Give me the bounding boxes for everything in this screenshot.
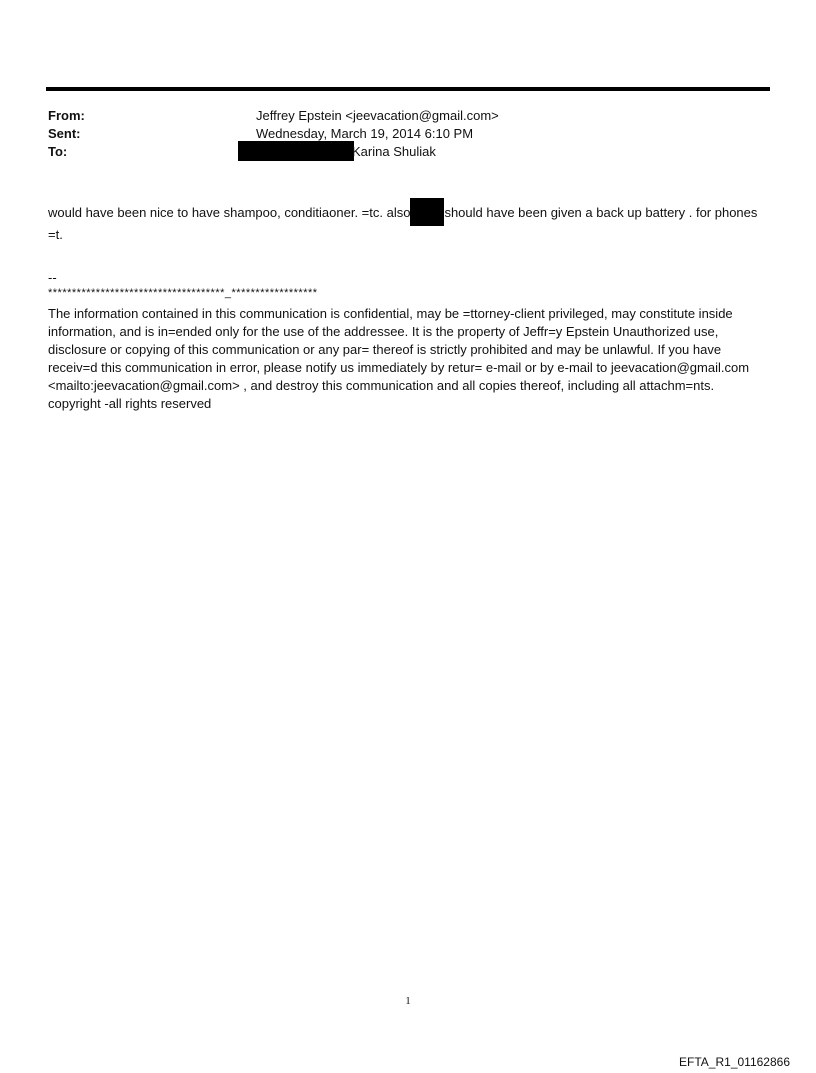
message-text-part2: should have been given a back up battery . for phones =t. [48, 205, 758, 242]
redaction-box [238, 141, 354, 161]
sent-label: Sent: [48, 126, 81, 141]
redaction-box [410, 198, 444, 226]
message-body [48, 198, 768, 244]
to-value: Karina Shuliak [352, 144, 436, 159]
message-text-part1: would have been nice to have shampoo, conditiaoner. =tc. also [48, 205, 411, 220]
signature-separator: -- [48, 270, 57, 285]
document-id: EFTA_R1_01162866 [679, 1055, 790, 1069]
sent-row [48, 125, 768, 143]
sent-value: Wednesday, March 19, 2014 6:10 PM [256, 126, 474, 141]
confidentiality-disclaimer: The information contained in this communication is confidential, may be =ttorney-client privileged, may constitute inside information, and is in=ended only for the use of the addressee. It is the property of Jeffr=y Epstein Unauthorized use, disclosure or copying of this communication or any par= thereof is strictly prohibited and may be unlawful. If you have receiv=d this communication in error, please notify us immediately by retur= e-mail or by e-mail to jeevacation@gmail.com <mailto:jeevacation@gmail.com> , and destroy this communication and all copies thereof, including all attachm=nts. copyright -all rights reserved [48, 306, 750, 411]
from-row [48, 107, 768, 125]
to-label: To: [48, 144, 68, 159]
signature-stars: *************************************_****************** [48, 287, 318, 299]
header-rule [46, 87, 770, 91]
page-number: 1 [405, 995, 411, 1007]
from-label: From: [48, 108, 85, 123]
from-value: Jeffrey Epstein <jeevacation@gmail.com> [256, 108, 499, 123]
